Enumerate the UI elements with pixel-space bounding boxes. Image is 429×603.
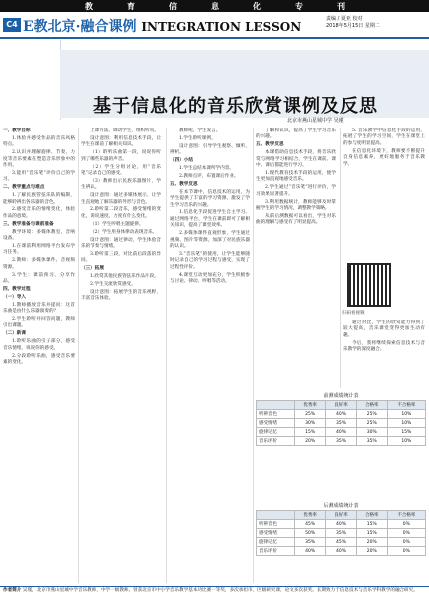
table-cell: 20% — [356, 547, 387, 556]
table-header-row — [257, 511, 426, 520]
table-row-label: 感受情绪 — [257, 529, 295, 538]
footer-rule — [0, 586, 429, 587]
section-heading: 五、教学反思 — [256, 142, 284, 148]
text-column-5b — [343, 320, 425, 390]
table-header-cell: 优秀率 — [295, 401, 326, 410]
table-row-label: 音乐评价 — [257, 547, 295, 556]
section-heading: （三）拓展 — [81, 266, 104, 272]
table-cell: 10% — [387, 410, 425, 419]
band-char: 信 — [169, 2, 177, 11]
table-cell: 35% — [326, 529, 357, 538]
column-divider — [166, 128, 167, 583]
paragraph: 设计意图：拓展学生的音乐视野，丰富音乐体验。 — [81, 289, 161, 302]
table-row — [257, 437, 426, 446]
table-cell: 15% — [356, 520, 387, 529]
paragraph: 1.教师播放音乐并提问：这首乐曲是由什么乐器演奏的？ — [3, 302, 75, 315]
band-char: 专 — [295, 2, 303, 11]
paragraph: 设计意图：通过多媒体展示，让学生直观地了解乐器的外形与音色。 — [81, 193, 161, 205]
table-header-cell — [257, 401, 295, 410]
table-header-row — [257, 401, 426, 410]
table-cell: 30% — [356, 428, 387, 437]
table-caption: 后测成绩统计表 — [323, 503, 359, 509]
table-cell: 35% — [326, 437, 357, 446]
paragraph: 2.聆听第二段音乐，感受情绪的变化，说说速度、力度有什么变化。 — [81, 207, 161, 219]
table-cell: 10% — [387, 419, 425, 428]
paragraph: 设计意图：引导学生观察、倾听、辨析。 — [170, 143, 250, 156]
paragraph: 本课借助信息技术手段，将音乐欣赏与网络学习相结合，学生在课前、课中、课后都能进行学习。 — [256, 150, 336, 169]
table-row-label: 旋律记忆 — [257, 428, 295, 437]
table-cell: 15% — [387, 428, 425, 437]
header-band — [0, 0, 429, 12]
table-cell: 15% — [295, 428, 326, 437]
table-row — [257, 410, 426, 419]
section-heading: 五、教学反思 — [170, 181, 198, 187]
paragraph: （1）学生哼唱主题旋律。 — [90, 221, 144, 227]
section-heading: （二）新课 — [3, 331, 26, 337]
table-header-cell: 不合格率 — [387, 511, 425, 520]
paragraph: 2.学生交流欣赏感受。 — [90, 282, 136, 288]
table-cell: 35% — [295, 538, 326, 547]
paragraph: 2.学生聆听并回答问题，教师引出课题。 — [3, 317, 75, 329]
table-row — [257, 547, 426, 556]
text-column-2 — [81, 128, 161, 583]
section-title-cn: E教北京·融合课例 — [23, 19, 137, 35]
page-badge: C4 — [3, 18, 21, 32]
table-cell: 0% — [387, 529, 425, 538]
table-header-cell — [257, 511, 295, 520]
paragraph: 3.学生：课前预习、分享作品。 — [3, 272, 75, 285]
text-column-4 — [256, 128, 336, 388]
table-row — [257, 538, 426, 547]
table-cell: 20% — [295, 437, 326, 446]
table-row-label: 听辨音色 — [257, 410, 295, 419]
text-column-5 — [343, 128, 425, 258]
paragraph: 1.体验并感受作品的音乐风格特点。 — [3, 135, 75, 148]
table-cell: 10% — [387, 437, 425, 446]
column-divider — [78, 128, 79, 583]
article-title: 基于信息化的音乐欣赏课例及反思 — [93, 96, 378, 117]
table-cell: 40% — [326, 547, 357, 556]
paragraph: 通过对比，学生的欣赏能力得到了较大提高，音乐课堂变得更加生动有趣。 — [343, 320, 425, 338]
table-cell: 0% — [387, 547, 425, 556]
paragraph: （2）学生分组讨论，用“音乐笔”记录自己的感受。 — [81, 164, 161, 176]
table-cell: 40% — [326, 428, 357, 437]
paragraph: 3.聆听第三段，对比前后段落的异同。 — [81, 251, 161, 264]
paragraph: 3.能用“音乐笔”评价自己的学习。 — [3, 170, 75, 183]
table-caption: 前测成绩统计表 — [323, 393, 359, 399]
band-char: 化 — [253, 2, 261, 11]
table-cell: 45% — [295, 520, 326, 529]
section-title-en: INTEGRATION LESSON — [141, 20, 302, 34]
paragraph: （3）教师出示民族乐器图片，学生辨认。 — [81, 178, 161, 191]
paragraph: 设计意图：通过律动，学生体验音乐的节奏与情绪。 — [81, 237, 161, 249]
paragraph: 在本节课中，信息技术的运用，为学生提供了丰富的学习资源，激发了学生学习音乐的兴趣。 — [170, 189, 250, 208]
table-cell: 25% — [356, 410, 387, 419]
table-cell: 0% — [387, 520, 425, 529]
section-heading: 二、教学重点与难点 — [3, 185, 45, 191]
table-cell: 30% — [295, 419, 326, 428]
column-divider — [340, 128, 341, 388]
paragraph: （1）聆听乐曲第一段，说说你听到了哪些乐器的声音。 — [81, 150, 161, 162]
author-bio — [3, 588, 426, 594]
section-heading: 一、教学目标 — [3, 128, 31, 133]
table-cell: 50% — [295, 529, 326, 538]
table-row — [257, 428, 426, 437]
paragraph: （2）学生用身体律动表现音乐。 — [90, 229, 158, 235]
paragraph: 5. 音乐教学中信息化手段的运用，拓展了学生的学习空间，学生在课堂上的参与度明显提高。 — [343, 128, 425, 146]
header-rule — [0, 37, 429, 39]
posttest-table — [256, 510, 426, 556]
paragraph: 1.在课前利用网络平台发布学习任务。 — [3, 244, 75, 256]
table-cell: 35% — [356, 437, 387, 446]
paragraph: 1.聆听乐曲的引子部分，感受音乐情绪，说说你的感受。 — [3, 339, 75, 351]
paragraph: 了解和认识，提高了学生学习音乐的兴趣。 — [256, 128, 336, 140]
table-header-cell: 良好率 — [326, 401, 357, 410]
table-row-label: 音乐评价 — [257, 437, 295, 446]
text-column-3 — [170, 128, 250, 583]
paragraph: 在信息化环境下，教师要不断提升自身信息素养，更好地服务于音乐教学。 — [343, 148, 425, 167]
paragraph: 4.课堂互动更加充分，学生积极参与讨论、律动、哼唱等活动。 — [170, 272, 250, 285]
table-cell: 40% — [326, 520, 357, 529]
table-row — [257, 419, 426, 428]
author-bio-text: 吴瑾，北京市燕山星城中学音乐教师，中学一级教师。曾获北京市中小学音乐教学基本功比赛一等奖，多次承担市、区级研究课，论文多次获奖。长期致力于信息技术与音乐学科教学的融合研究。 — [22, 588, 418, 593]
table-row-label: 感受情绪 — [257, 419, 295, 428]
paragraph: 1.信息化手段促进学生自主学习。通过网络平台，学生在课前即可了解相关知识，提高了课堂效率。 — [170, 210, 250, 229]
table-row — [257, 520, 426, 529]
table-header-cell: 不合格率 — [387, 401, 425, 410]
table-header-cell: 优秀率 — [295, 511, 326, 520]
section-title — [23, 16, 301, 36]
table-cell: 0% — [387, 538, 425, 547]
band-char: 育 — [127, 2, 135, 11]
table-cell: 20% — [356, 538, 387, 547]
table-cell: 40% — [295, 547, 326, 556]
paragraph: 从前后测数据可以看出，学生对乐曲的理解与感受有了明显提高。 — [256, 213, 336, 226]
table-cell: 40% — [326, 410, 357, 419]
paragraph: 2.多媒体课件直观形象，学生通过视频、图片等资源，加深了对民族乐器的认识。 — [170, 231, 250, 249]
table-cell: 25% — [356, 419, 387, 428]
paragraph: 2.分段聆听乐曲，感受音乐要素的变化。 — [3, 353, 75, 365]
author-bio-label: 作者简介 — [3, 588, 22, 593]
table-header-cell: 合格率 — [356, 511, 387, 520]
paragraph: 今后，我将继续探索信息技术与音乐教学的深度融合。 — [343, 340, 425, 353]
date-line: 2018年5月15日 星期二 — [326, 23, 380, 29]
table-header-cell: 良好率 — [326, 511, 357, 520]
table-cell: 25% — [295, 410, 326, 419]
pretest-table — [256, 400, 426, 446]
table-row-label: 旋律记忆 — [257, 538, 295, 547]
paragraph: 1.学生总结本课所学内容。 — [179, 166, 234, 172]
band-char: 息 — [211, 2, 219, 11]
table-cell: 15% — [356, 529, 387, 538]
table-row-label: 听辨音色 — [257, 520, 295, 529]
editor-line: 责编 / 夏亚 校对 — [326, 16, 363, 22]
table-row — [257, 529, 426, 538]
paragraph: 教学环境：多媒体教室、音响设备。 — [3, 229, 75, 242]
paragraph: 1.学生聆听课例。 — [179, 135, 216, 141]
banner-decoration — [0, 40, 61, 120]
paragraph: 1.欣赏其他民族管弦乐作品片段。 — [90, 274, 159, 280]
table-header-cell: 合格率 — [356, 401, 387, 410]
band-char: 教 — [85, 2, 93, 11]
qr-code-icon[interactable] — [347, 263, 391, 307]
table-cell: 45% — [326, 538, 357, 547]
paragraph: 2.学生通过“音乐笔”进行评价，学习效果显著提升。 — [256, 185, 336, 197]
paragraph: 2.认识并理解旋律、节奏、力度等音乐要素在塑造音乐形象中的作用。 — [3, 150, 75, 169]
article-byline: 北京市燕山星城中学 吴瑾 — [287, 118, 344, 124]
paragraph: 设计意图：利用信息技术手段，让学生在课前了解相关知识。 — [81, 135, 161, 148]
header-meta — [326, 16, 380, 30]
paragraph: 3.利用数据统计，教师能够及时掌握学生的学习情况，调整教学策略。 — [256, 199, 336, 211]
section-heading: （一）导入 — [3, 294, 26, 300]
paragraph: 教师呢，学生发言。 — [179, 128, 221, 133]
paragraph: 1.了解民族管弦乐队的编制，能够聆辨出各乐器的音色。 — [3, 193, 75, 205]
text-column-1 — [3, 128, 75, 583]
section-heading: （四）小结 — [170, 158, 193, 164]
section-heading: 四、教学过程 — [3, 286, 31, 292]
paragraph: 2.教师点评，布置课后作业。 — [179, 173, 239, 179]
qr-caption: 扫码看视频 — [342, 311, 365, 316]
table-cell: 35% — [326, 419, 357, 428]
paragraph: 3.“音乐笔”的使用，让学生能够随时记录自己的学习过程与感受，实现了过程性评价。 — [170, 251, 250, 270]
column-divider — [253, 128, 254, 583]
band-char: 刊 — [337, 2, 345, 11]
paragraph: 上课方法，调动学生，组织听赏。 — [90, 128, 159, 133]
paragraph: 2.感受音乐的情绪变化，体验作品的意境。 — [3, 207, 75, 219]
paragraph: 1.现代教育技术手段的运用，使学生更加直观地感受音乐。 — [256, 170, 336, 183]
paragraph: 2.教师：多媒体课件、音视频资源。 — [3, 258, 75, 270]
section-heading: 三、教学准备与课前准备 — [3, 221, 54, 227]
